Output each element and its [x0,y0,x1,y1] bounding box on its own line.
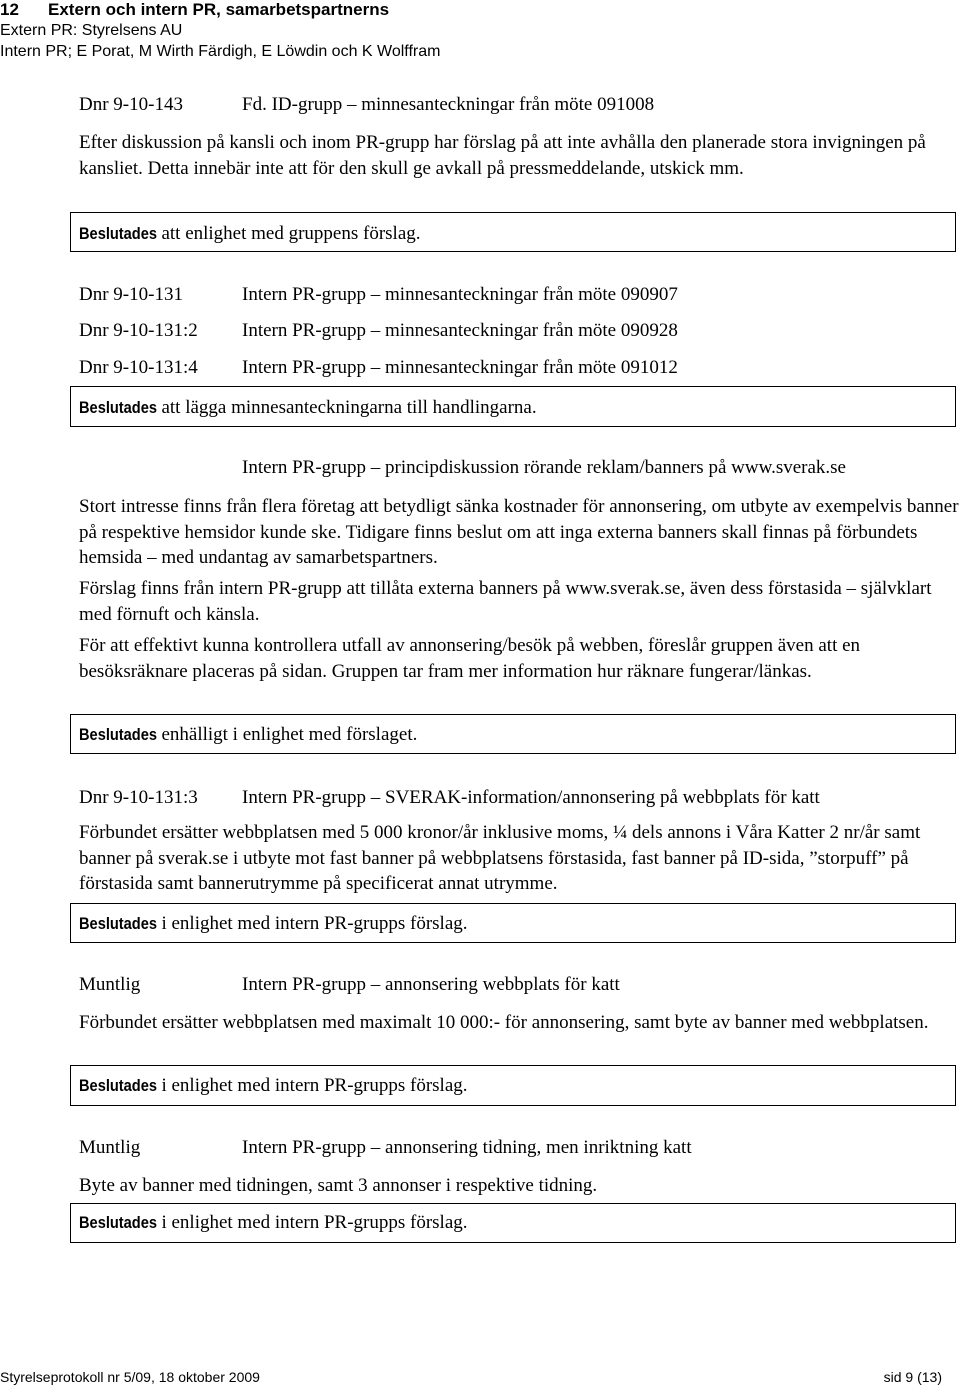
item-1-subject: Fd. ID-grupp – minnesanteckningar från möte 091008 [242,94,655,115]
item-4-paragraph: Förbundet ersätter webbplatsen med 5 000 kronor/år inklusive moms, ¼ dels annons i Våra Katter 2 nr/år samt banner på sverak.se i utbyte mot fast banner på webbplatsens förstasida, fast banner på ID-sida, ”storpuff” på förstasida samt bannerutrymme på specificerat annat utrymme. [79,822,921,894]
item-3-subject: Intern PR-grupp – principdiskussion rörande reklam/banners på www.sverak.se [242,457,846,478]
item-3-paragraph-2: Förslag finns från intern PR-grupp att tillåta externa banners på www.sverak.se, även dess förstasida – självklart med förnuft och känsla. [79,578,932,625]
decision-text: i enlighet med intern PR-grupps förslag. [156,913,468,934]
item-2-dnr-3: Dnr 9-10-131:4 [79,357,198,378]
item-1-dnr: Dnr 9-10-143 [79,94,183,115]
decision-keyword: Beslutades [79,725,158,744]
item-3-decision [79,723,417,747]
item-6-subject: Intern PR-grupp – annonsering tidning, men inriktning katt [242,1137,692,1158]
item-3-paragraph-3: För att effektivt kunna kontrollera utfall av annonsering/besök på webben, föreslår gruppen även att en besöksräknare placeras på sidan. Gruppen tar fram mer information hur räknare fungerar/länkas. [79,635,861,682]
item-6-paragraph: Byte av banner med tidningen, samt 3 annonser i respektive tidning. [79,1175,598,1196]
section-title: Extern och intern PR, samarbetspartnerns [48,0,390,19]
section-heading [0,0,389,20]
decision-keyword: Beslutades [79,1213,158,1232]
item-2-dnr-1: Dnr 9-10-131 [79,284,183,305]
item-5-paragraph: Förbundet ersätter webbplatsen med maximalt 10 000:- för annonsering, samt byte av banner med webbplatsen. [79,1012,929,1033]
item-2-decision [79,396,537,420]
item-2-subject-2: Intern PR-grupp – minnesanteckningar från möte 090928 [242,320,678,341]
item-4-decision [79,912,468,936]
item-1-decision [79,222,421,246]
item-4-subject: Intern PR-grupp – SVERAK-information/annonsering på webbplats för katt [242,787,820,808]
item-2-dnr-2: Dnr 9-10-131:2 [79,320,198,341]
decision-text: att enlighet med gruppens förslag. [156,223,421,244]
item-5-subject: Intern PR-grupp – annonsering webbplats för katt [242,974,620,995]
item-6-dnr: Muntlig [79,1137,141,1158]
decision-keyword: Beslutades [79,1076,158,1095]
item-3-paragraph-1: Stort intresse finns från flera företag att betydligt sänka kostnader för annonsering, om utbyte av exempelvis banner på respektive hemsidor kunde ske. Tidigare finns beslut om att inga externa banners skall finnas på förbundets hemsida – med undantag av samarbetspartners. [79,496,959,568]
decision-text: enhälligt i enlighet med förslaget. [156,724,418,745]
decision-keyword: Beslutades [79,398,158,417]
item-2-subject-1: Intern PR-grupp – minnesanteckningar från möte 090907 [242,284,678,305]
item-2-subject-3: Intern PR-grupp – minnesanteckningar från möte 091012 [242,357,678,378]
decision-text: att lägga minnesanteckningarna till handlingarna. [156,397,537,418]
footer-protocol: Styrelseprotokoll nr 5/09, 18 oktober 2009 [0,1369,260,1385]
decision-keyword: Beslutades [79,224,158,243]
section-number: 12 [0,0,19,19]
decision-keyword: Beslutades [79,914,158,933]
item-6-decision [79,1211,468,1235]
decision-text: i enlighet med intern PR-grupps förslag. [156,1075,468,1096]
item-5-decision [79,1074,468,1098]
item-1-paragraph: Efter diskussion på kansli och inom PR-grupp har förslag på att inte avhålla den planerade stora invigningen på kansliet. Detta innebär inte att för den skull ge avkall på pressmeddelande, utskick mm. [79,132,926,179]
header-line-extern: Extern PR: Styrelsens AU [0,22,183,39]
footer-page-number: sid 9 (13) [883,1369,942,1385]
header-line-intern: Intern PR; E Porat, M Wirth Färdigh, E Löwdin och K Wolffram [0,43,441,60]
decision-text: i enlighet med intern PR-grupps förslag. [156,1212,468,1233]
item-5-dnr: Muntlig [79,974,141,995]
item-4-dnr: Dnr 9-10-131:3 [79,787,198,808]
